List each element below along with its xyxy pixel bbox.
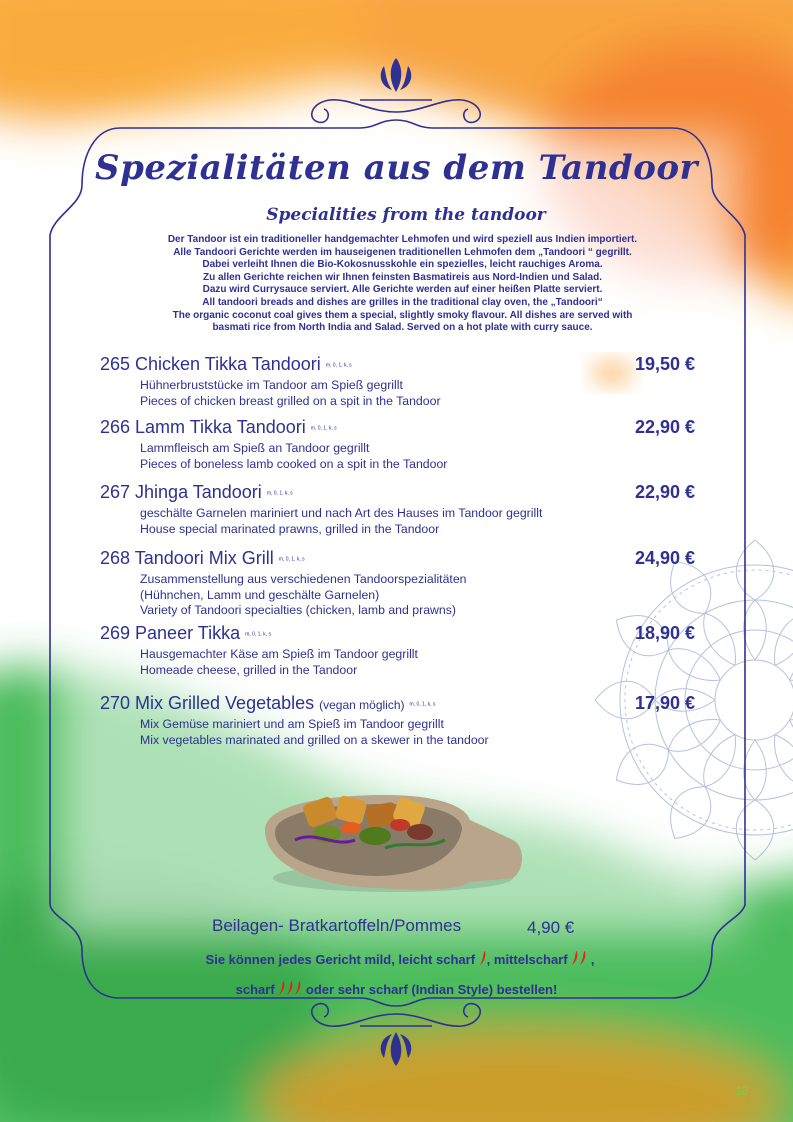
dish-description: Mix Gemüse mariniert und am Spieß im Tandoor gegrillt Mix vegetables marinated and grilled on a skewer in the tandoor xyxy=(140,717,489,747)
chili-double-icon xyxy=(571,950,587,966)
page-number: 18 xyxy=(735,1084,749,1098)
intro-line: Dabei verleiht Ihnen die Bio-Kokosnusskohle ein spezielles, leicht rauchiges Aroma. xyxy=(202,259,603,271)
sides-label: Beilagen- Bratkartoffeln/Pommes xyxy=(212,916,462,935)
dish-name: 268 Tandoori Mix Grill m, 0, 1, k, s xyxy=(100,548,305,568)
allergen-codes: m, 0, 1, k, s xyxy=(409,701,436,708)
dish-name: 267 Jhinga Tandoori m, 0, 1, k, s xyxy=(100,482,293,502)
intro-line: basmati rice from North India and Salad. Served on a hot plate with curry sauce. xyxy=(212,322,593,334)
dish-description: Zusammenstellung aus verschiedenen Tandoorspezialitäten (Hühnchen, Lamm und geschälte Garnelen) Variety of Tandoori specialties (chicken, lamb and prawns) xyxy=(140,572,467,617)
intro-line: Der Tandoor ist ein traditioneller handgemachter Lehmofen und wird speziell aus Indien importiert. xyxy=(167,234,638,245)
page-title: Spezialitäten aus dem Tandoor xyxy=(95,148,698,188)
dish-description: geschälte Garnelen mariniert und nach Art des Hauses im Tandoor gegrillt House special marinated prawns, grilled in the Tandoor xyxy=(140,506,543,536)
intro-line: Alle Tandoori Gerichte werden im hauseigenen traditionellen Lehmofen dem „Tandoori “ gegrillt. xyxy=(173,246,632,258)
dish-price: 24,90 € xyxy=(634,548,695,568)
dish-price: 22,90 € xyxy=(634,482,695,502)
menu-item-266 xyxy=(100,417,700,472)
menu-item-268 xyxy=(100,548,700,619)
menu-item-267 xyxy=(100,482,700,537)
intro-line: Dazu wird Currysauce serviert. Alle Gerichte werden auf einer heißen Platte serviert. xyxy=(202,284,603,296)
dish-name: 266 Lamm Tikka Tandoori m, 0, 1, k, s xyxy=(100,417,337,437)
menu-item-270 xyxy=(100,693,700,748)
intro-line: The organic coconut coal gives them a special, slightly smoky flavour. All dishes are served with xyxy=(172,309,633,321)
intro-line: Zu allen Gerichte reichen wir Ihnen feinsten Basmatireis aus Nord-Indien und Salad. xyxy=(203,271,602,283)
spice-note-line2: scharf oder sehr scharf (Indian Style) bestellen! xyxy=(235,982,558,997)
page-subtitle: Specialities from the tandoor xyxy=(266,205,546,225)
dish-name: 270 Mix Grilled Vegetables (vegan möglich) m, 0, 1, k, s xyxy=(100,693,436,713)
dish-description: Hühnerbruststücke im Tandoor am Spieß gegrillt Pieces of chicken breast grilled on a spit in the Tandoor xyxy=(140,378,441,408)
allergen-codes: m, 0, 1, k, s xyxy=(325,362,352,369)
dish-price: 18,90 € xyxy=(634,623,695,643)
menu-item-265 xyxy=(100,354,700,409)
dish-description: Lammfleisch am Spieß an Tandoor gegrillt Pieces of boneless lamb cooked on a spit in the Tandoor xyxy=(140,441,448,471)
spice-note-line1: Sie können jedes Gericht mild, leicht scharf , mittelscharf , xyxy=(205,952,595,967)
allergen-codes: m, 0, 1, k, s xyxy=(245,631,271,638)
chili-triple-icon xyxy=(278,980,302,996)
intro-line: All tandoori breads and dishes are grilles in the traditional clay oven, the „Tandoori“ xyxy=(202,296,603,308)
sizzler-dish-image xyxy=(255,770,530,895)
dish-price: 22,90 € xyxy=(634,417,695,437)
intro-paragraph xyxy=(130,234,675,335)
dish-name: 265 Chicken Tikka Tandoori m, 0, 1, k, s xyxy=(100,354,352,374)
allergen-codes: m, 0, 1, k, s xyxy=(310,425,337,432)
dish-price: 19,50 € xyxy=(634,354,695,374)
dish-note: (vegan möglich) xyxy=(319,698,405,712)
dish-price: 17,90 € xyxy=(634,693,695,713)
allergen-codes: m, 0, 1, k, s xyxy=(266,490,293,497)
chili-icon xyxy=(479,950,487,966)
menu-item-269 xyxy=(100,623,700,678)
sides-price: 4,90 € xyxy=(527,918,575,937)
dish-name: 269 Paneer Tikka m, 0, 1, k, s xyxy=(100,623,271,643)
dish-description: Hausgemachter Käse am Spieß im Tandoor gegrillt Homeade cheese, grilled in the Tandoor xyxy=(140,647,418,677)
allergen-codes: m, 0, 1, k, s xyxy=(278,556,305,563)
